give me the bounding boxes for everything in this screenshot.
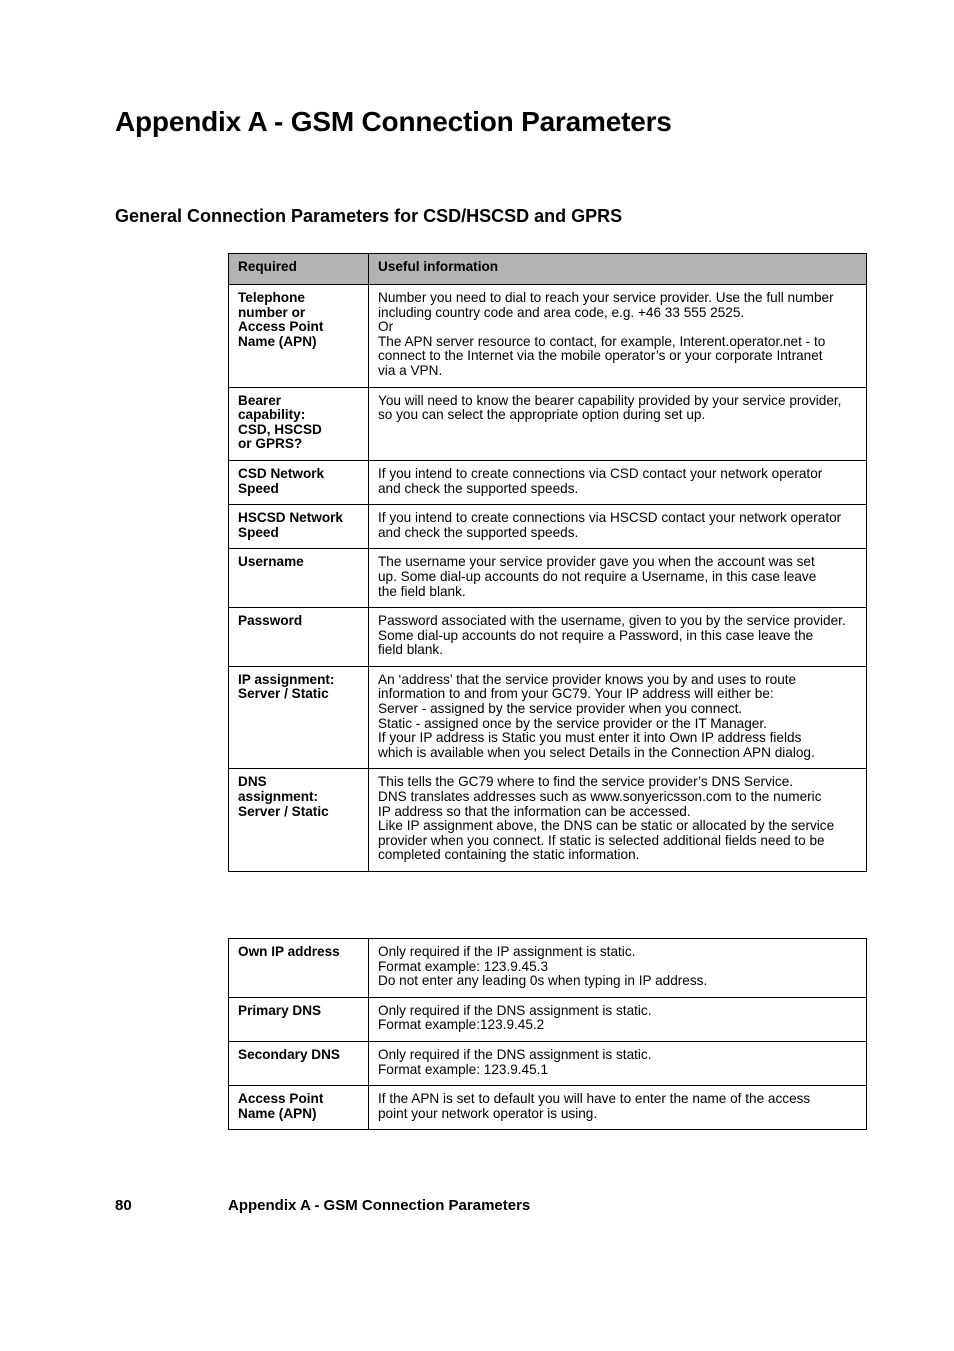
- section-subtitle: General Connection Parameters for CSD/HSCSD and GPRS: [115, 206, 623, 226]
- required-text-line: Speed: [238, 524, 279, 540]
- required-text-line: CSD Network: [238, 465, 325, 481]
- required-text-line: Telephone: [238, 290, 305, 305]
- info-text-line: connect to the Internet via the mobile operator’s or your corporate Intranet: [378, 348, 823, 364]
- required-text-line: Access Point: [238, 319, 324, 335]
- info-text-line: The username your service provider gave you when the account was set: [378, 554, 815, 570]
- info-text-line: DNS translates addresses such as www.sonyericsson.com to the numeric: [378, 789, 822, 805]
- required-cell: [229, 1086, 369, 1130]
- required-cell: [229, 460, 369, 504]
- info-text-line: the field blank.: [378, 583, 466, 599]
- required-cell: [229, 387, 369, 460]
- info-text-line: so you can select the appropriate option during set up.: [378, 407, 706, 423]
- info-text-line: point your network operator is using.: [378, 1105, 598, 1121]
- required-cell: [229, 1041, 369, 1085]
- info-text-line: completed containing the static information.: [378, 847, 640, 863]
- info-text-line: The APN server resource to contact, for example, Interent.operator.net - to: [378, 333, 826, 349]
- required-cell: [229, 666, 369, 769]
- info-cell: [369, 460, 867, 504]
- info-cell: [369, 505, 867, 549]
- required-text-line: Own IP address: [238, 944, 340, 959]
- info-text-line: If you intend to create connections via CSD contact your network operator: [378, 465, 823, 481]
- info-cell: [369, 997, 867, 1041]
- info-text-line: Server - assigned by the service provider when you connect.: [378, 701, 743, 717]
- header-useful-information: Useful information: [369, 254, 867, 285]
- info-cell: [369, 666, 867, 769]
- table-row: [229, 1041, 867, 1085]
- info-text-line: and check the supported speeds.: [378, 480, 579, 496]
- info-text-line: Do not enter any leading 0s when typing in IP address.: [378, 973, 708, 989]
- table-row: [229, 769, 867, 872]
- parameters-table: [228, 253, 867, 872]
- required-cell: [229, 608, 369, 667]
- info-text-line: which is available when you select Details in the Connection APN dialog.: [378, 744, 815, 760]
- table-row: [229, 387, 867, 460]
- info-text-line: If the APN is set to default you will have to enter the name of the access: [378, 1091, 811, 1107]
- required-text-line: Password: [238, 613, 303, 629]
- table-row: [229, 608, 867, 667]
- info-text-line: An ‘address’ that the service provider knows you by and uses to route: [378, 671, 797, 687]
- page-title: Appendix A - GSM Connection Parameters: [115, 106, 672, 137]
- info-cell: [369, 769, 867, 872]
- required-cell: [229, 997, 369, 1041]
- page-number: 80: [115, 1197, 132, 1214]
- required-cell: [229, 505, 369, 549]
- info-cell: [369, 939, 867, 998]
- info-text-line: via a VPN.: [378, 362, 443, 378]
- table-row: [229, 505, 867, 549]
- required-text-line: Name (APN): [238, 1105, 317, 1121]
- info-text-line: IP address so that the information can be accessed.: [378, 803, 691, 819]
- required-text-line: Primary DNS: [238, 1002, 322, 1018]
- required-text-line: or GPRS?: [238, 436, 303, 452]
- info-text-line: field blank.: [378, 642, 443, 658]
- info-cell: [369, 285, 867, 388]
- info-text-line: Or: [378, 319, 394, 335]
- info-text-line: Like IP assignment above, the DNS can be static or allocated by the service: [378, 818, 835, 834]
- info-text-line: Static - assigned once by the service provider or the IT Manager.: [378, 715, 767, 731]
- info-text-line: Only required if the DNS assignment is static.: [378, 1002, 652, 1018]
- static-parameters-table: [228, 938, 867, 1130]
- info-text-line: Only required if the IP assignment is static.: [378, 944, 636, 959]
- info-cell: [369, 1086, 867, 1130]
- table-row: [229, 666, 867, 769]
- required-text-line: Access Point: [238, 1091, 324, 1107]
- table-row: [229, 997, 867, 1041]
- info-text-line: If your IP address is Static you must enter it into Own IP address fields: [378, 730, 802, 746]
- required-cell: [229, 939, 369, 998]
- table-row: [229, 1086, 867, 1130]
- required-cell: [229, 769, 369, 872]
- info-text-line: Format example:123.9.45.2: [378, 1017, 545, 1033]
- info-text-line: including country code and area code, e.g. +46 33 555 2525.: [378, 304, 745, 320]
- info-text-line: Only required if the DNS assignment is static.: [378, 1046, 652, 1062]
- required-text-line: DNS: [238, 774, 267, 790]
- info-cell: [369, 387, 867, 460]
- required-text-line: Username: [238, 554, 304, 570]
- info-cell: [369, 549, 867, 608]
- table-row: [229, 939, 867, 998]
- required-text-line: Server / Static: [238, 686, 329, 702]
- required-text-line: assignment:: [238, 789, 319, 805]
- info-cell: [369, 1041, 867, 1085]
- table-row: [229, 549, 867, 608]
- info-text-line: information to and from your GC79. Your IP address will either be:: [378, 686, 774, 702]
- info-text-line: and check the supported speeds.: [378, 524, 579, 540]
- required-text-line: Server / Static: [238, 803, 329, 819]
- required-cell: [229, 549, 369, 608]
- header-required: Required: [229, 254, 369, 285]
- info-text-line: This tells the GC79 where to find the service provider’s DNS Service.: [378, 774, 794, 790]
- required-text-line: HSCSD Network: [238, 510, 343, 526]
- table-row: [229, 460, 867, 504]
- info-text-line: You will need to know the bearer capability provided by your service provider,: [378, 392, 842, 408]
- required-text-line: CSD, HSCSD: [238, 421, 322, 437]
- table-row: [229, 285, 867, 388]
- required-text-line: IP assignment:: [238, 671, 335, 687]
- info-text-line: Password associated with the username, given to you by the service provider.: [378, 613, 846, 629]
- required-cell: [229, 285, 369, 388]
- required-text-line: number or: [238, 304, 306, 320]
- required-text-line: Name (APN): [238, 333, 317, 349]
- required-text-line: Secondary DNS: [238, 1046, 340, 1062]
- required-text-line: Speed: [238, 480, 279, 496]
- info-text-line: provider when you connect. If static is selected additional fields need to be: [378, 832, 825, 848]
- footer-section-title: Appendix A - GSM Connection Parameters: [228, 1197, 531, 1214]
- required-text-line: capability:: [238, 407, 306, 423]
- info-text-line: Number you need to dial to reach your service provider. Use the full number: [378, 290, 834, 305]
- required-text-line: Bearer: [238, 392, 282, 408]
- info-text-line: Some dial-up accounts do not require a Password, in this case leave the: [378, 627, 814, 643]
- info-text-line: Format example: 123.9.45.1: [378, 1061, 549, 1077]
- info-cell: [369, 608, 867, 667]
- info-text-line: If you intend to create connections via HSCSD contact your network operator: [378, 510, 842, 526]
- table-header-row: [229, 254, 867, 285]
- info-text-line: Format example: 123.9.45.3: [378, 958, 549, 974]
- info-text-line: up. Some dial-up accounts do not require a Username, in this case leave: [378, 568, 817, 584]
